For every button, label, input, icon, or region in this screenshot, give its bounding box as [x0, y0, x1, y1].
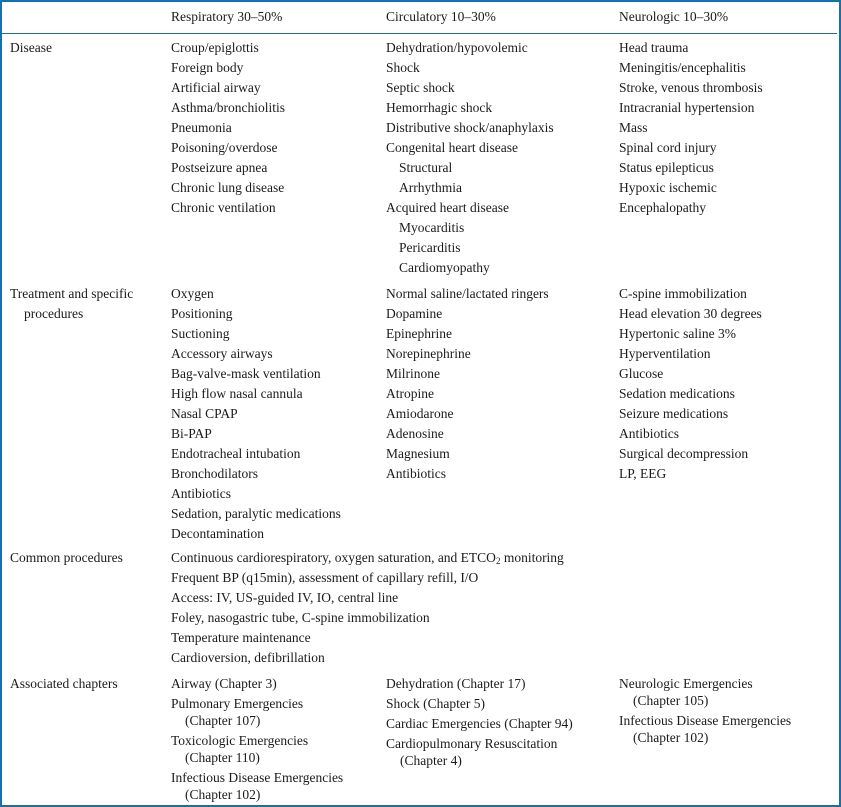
list-item: Chronic ventilation — [171, 200, 276, 215]
treatment-respiratory-list — [171, 284, 381, 544]
chapter-number: (Chapter 102) — [185, 787, 261, 802]
list-item: Accessory airways — [171, 346, 273, 361]
chapter-number: (Chapter 102) — [633, 730, 709, 745]
subscript-2: 2 — [495, 556, 501, 566]
list-item: Artificial airway — [171, 80, 261, 95]
header-neurologic: Neurologic 10–30% — [619, 9, 729, 24]
row-label-treatment-line2: procedures — [24, 306, 84, 321]
list-item: Norepinephrine — [386, 346, 471, 361]
header-respiratory: Respiratory 30–50% — [171, 9, 283, 24]
chapter-number: (Chapter 107) — [185, 713, 261, 728]
common-first-text: Continuous cardiorespiratory, oxygen saturation, and ETCO — [171, 550, 496, 565]
list-item: Glucose — [619, 366, 664, 381]
chapters-circulatory-list — [386, 674, 616, 771]
row-label-treatment-line1: Treatment and specific — [10, 286, 134, 301]
list-item: Head elevation 30 degrees — [619, 306, 762, 321]
chapters-respiratory-list — [171, 674, 381, 805]
list-item: Septic shock — [386, 80, 455, 95]
list-item: Atropine — [386, 386, 434, 401]
list-item: Head trauma — [619, 40, 689, 55]
row-associated-chapters — [0, 674, 837, 804]
disease-respiratory-list — [171, 38, 381, 218]
list-item: Sedation, paralytic medications — [171, 506, 341, 521]
list-item: Decontamination — [171, 526, 264, 541]
list-item: LP, EEG — [619, 466, 667, 481]
list-item: Cardiomyopathy — [399, 260, 490, 275]
list-item: Endotracheal intubation — [171, 446, 301, 461]
list-item: Arrhythmia — [399, 180, 462, 195]
chapter-title: Cardiac Emergencies (Chapter 94) — [386, 716, 573, 731]
list-item: Adenosine — [386, 426, 444, 441]
list-item: Cardioversion, defibrillation — [171, 650, 325, 665]
list-item: Pericarditis — [399, 240, 461, 255]
list-item: Positioning — [171, 306, 233, 321]
list-item: Poisoning/overdose — [171, 140, 278, 155]
list-item: Milrinone — [386, 366, 440, 381]
chapter-title: Pulmonary Emergencies — [171, 696, 304, 711]
row-label-treatment — [10, 284, 165, 324]
list-item: Access: IV, US-guided IV, IO, central line — [171, 590, 399, 605]
list-item: Encephalopathy — [619, 200, 706, 215]
list-item: Shock — [386, 60, 420, 75]
list-item: Acquired heart disease — [386, 200, 509, 215]
list-item: Distributive shock/anaphylaxis — [386, 120, 554, 135]
list-item: C-spine immobilization — [619, 286, 747, 301]
chapter-title: Infectious Disease Emergencies — [171, 770, 344, 785]
row-label-disease: Disease — [10, 40, 52, 55]
treatment-circulatory-list — [386, 284, 616, 484]
list-item: Mass — [619, 120, 648, 135]
chapter-title: Infectious Disease Emergencies — [619, 713, 792, 728]
list-item: Antibiotics — [171, 486, 231, 501]
list-item: Pneumonia — [171, 120, 232, 135]
header-circulatory: Circulatory 10–30% — [386, 9, 496, 24]
chapter-title: Shock (Chapter 5) — [386, 696, 485, 711]
row-treatment — [0, 284, 837, 548]
list-item: Myocarditis — [399, 220, 465, 235]
list-item: Magnesium — [386, 446, 450, 461]
common-procedure-item — [171, 548, 831, 568]
list-item: Normal saline/lactated ringers — [386, 286, 549, 301]
list-item: Antibiotics — [386, 466, 446, 481]
row-disease — [0, 34, 837, 284]
chapter-title: Cardiopulmonary Resuscitation — [386, 736, 558, 751]
chapter-title: Toxicologic Emergencies — [171, 733, 309, 748]
list-item: Structural — [399, 160, 453, 175]
list-item: Postseizure apnea — [171, 160, 268, 175]
chapter-title: Airway (Chapter 3) — [171, 676, 277, 691]
list-item: Surgical decompression — [619, 446, 749, 461]
list-item: Asthma/bronchiolitis — [171, 100, 285, 115]
list-item: Congenital heart disease — [386, 140, 518, 155]
chapter-number: (Chapter 105) — [633, 693, 709, 708]
list-item: Hypertonic saline 3% — [619, 326, 736, 341]
list-item: Croup/epiglottis — [171, 40, 259, 55]
chapters-neurologic-list — [619, 674, 834, 748]
list-item: Spinal cord injury — [619, 140, 717, 155]
list-item: Status epilepticus — [619, 160, 714, 175]
list-item: Bronchodilators — [171, 466, 258, 481]
list-item: Foley, nasogastric tube, C-spine immobilization — [171, 610, 430, 625]
table-header-row — [0, 0, 837, 34]
row-label-common: Common procedures — [10, 550, 123, 565]
common-first-suffix: monitoring — [500, 550, 564, 565]
chapter-title: Dehydration (Chapter 17) — [386, 676, 526, 691]
list-item: Bi-PAP — [171, 426, 212, 441]
chapter-number: (Chapter 110) — [185, 750, 260, 765]
disease-neurologic-list — [619, 38, 834, 218]
list-item: Dopamine — [386, 306, 443, 321]
list-item: Suctioning — [171, 326, 230, 341]
list-item: Chronic lung disease — [171, 180, 285, 195]
chapter-title: Neurologic Emergencies — [619, 676, 753, 691]
row-common-procedures — [0, 548, 837, 674]
list-item: Seizure medications — [619, 406, 729, 421]
list-item: Foreign body — [171, 60, 244, 75]
list-item: High flow nasal cannula — [171, 386, 303, 401]
list-item: Bag-valve-mask ventilation — [171, 366, 321, 381]
list-item: Antibiotics — [619, 426, 679, 441]
row-label-chapters: Associated chapters — [10, 676, 118, 691]
common-procedures-rest — [171, 568, 831, 668]
chapter-number: (Chapter 4) — [400, 753, 462, 768]
list-item: Temperature maintenance — [171, 630, 311, 645]
list-item: Hyperventilation — [619, 346, 711, 361]
list-item: Epinephrine — [386, 326, 452, 341]
treatment-neurologic-list — [619, 284, 834, 484]
list-item: Dehydration/hypovolemic — [386, 40, 528, 55]
list-item: Hemorrhagic shock — [386, 100, 493, 115]
list-item: Intracranial hypertension — [619, 100, 755, 115]
common-procedures-list — [171, 548, 831, 668]
list-item: Nasal CPAP — [171, 406, 238, 421]
disease-circulatory-list — [386, 38, 616, 278]
list-item: Stroke, venous thrombosis — [619, 80, 763, 95]
list-item: Hypoxic ischemic — [619, 180, 717, 195]
list-item: Frequent BP (q15min), assessment of capillary refill, I/O — [171, 570, 479, 585]
list-item: Amiodarone — [386, 406, 454, 421]
list-item: Sedation medications — [619, 386, 735, 401]
list-item: Oxygen — [171, 286, 214, 301]
list-item: Meningitis/encephalitis — [619, 60, 746, 75]
